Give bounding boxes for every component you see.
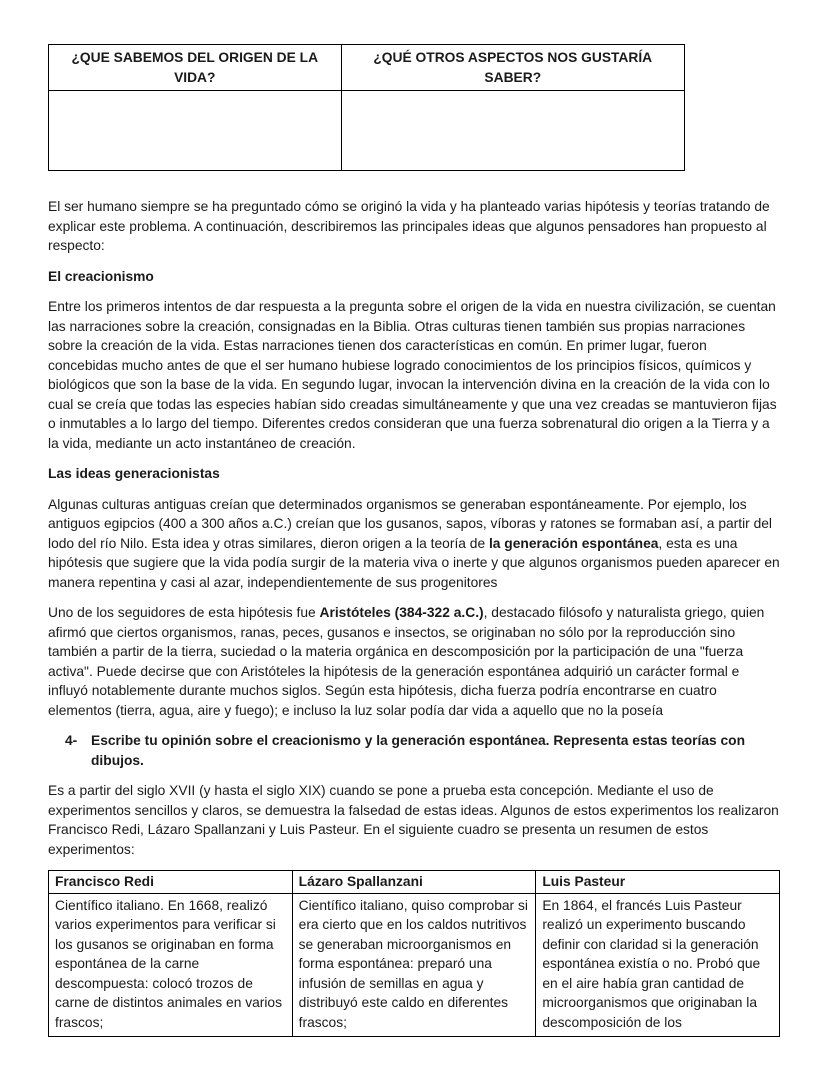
task-text: Escribe tu opinión sobre el creacionismo y la generación espontánea. Representa estas teorías con dibujos. xyxy=(91,733,746,768)
kwl-empty-cell-otros-aspectos xyxy=(341,91,684,171)
aristoteles-paragraph xyxy=(48,603,780,720)
generacionistas-heading: Las ideas generacionistas xyxy=(48,466,220,481)
task-number: 4- xyxy=(65,733,78,748)
creacionismo-paragraph: Entre los primeros intentos de dar respuesta a la pregunta sobre el origen de la vida en nuestra civilización, se cuentan las narraciones sobre la creación, consignadas en la Biblia. Otras culturas tienen también sus propias narraciones sobre la creación de la vida. Estas narraciones tienen dos características en común. En primer lugar, fueron concebidas mucho antes de que el ser humano hubiese logrado conocimientos de los principios físicos, químicos y biológicos que son la base de la vida. En segundo lugar, invocan la intervención divina en la creación de la vida con lo cual se creía que todas las especies habían sido creadas simultáneamente y que una vez creadas se mantuvieron fijas o inmutables a lo largo del tiempo. Diferentes credos consideran que una fuerza sobrenatural dio origen a la Tierra y a la vida, mediante un acto instantáneo de creación. xyxy=(48,299,777,451)
kwl-header-row xyxy=(49,45,685,91)
experiments-table xyxy=(48,870,780,1037)
text-run: Algunas culturas antiguas creían que determinados organismos se generaban espontáneamente. Por ejemplo, los antiguos egipcios (400 a 300 años a.C.) creían que los gusanos, sapos, víboras y ratones se formaban así, a partir del lodo del río Nilo. Esta idea y otras similares, dieron origen a la teoría de xyxy=(48,496,772,551)
kwl-empty-cell-que-sabemos xyxy=(49,91,342,171)
kwl-header-que-sabemos: ¿QUE SABEMOS DEL ORIGEN DE LA VIDA? xyxy=(49,45,342,91)
text-run: Uno de los seguidores de esta hipótesis fue xyxy=(48,605,320,620)
kwl-table xyxy=(48,44,685,171)
kwl-empty-row xyxy=(49,91,685,171)
kwl-header-otros-aspectos: ¿QUÉ OTROS ASPECTOS NOS GUSTARÍA SABER? xyxy=(341,45,684,91)
bold-term-generacion-espontanea: la generación espontánea xyxy=(488,535,659,551)
creacionismo-heading: El creacionismo xyxy=(48,268,154,284)
exp-cell-luis-pasteur: En 1864, el francés Luis Pasteur realizó un experimento buscando definir con claridad si la generación espontánea existía o no. Probó que en el aire había gran cantidad de microorganismos que originaban la descomposición de los xyxy=(536,893,780,1037)
text-run: , esta es una hipótesis que sugiere que la vida podía surgir de la materia viva o inerte y que algunos organismos pueden aparecer en manera repentina y casi al azar, independientemente de sus progenitores xyxy=(48,535,780,590)
experiments-intro-paragraph: Es a partir del siglo XVII (y hasta el siglo XIX) cuando se pone a prueba esta concepción. Mediante el uso de experimentos sencillos y claros, se demuestra la falsedad de estas ideas. Algunos de estos experimentos los realizaron Francisco Redi, Lázaro Spallanzani y Luis Pasteur. En el siguiente cuadro se presenta un resumen de estos experimentos: xyxy=(48,783,779,857)
experiments-body-row xyxy=(49,893,780,1037)
task-item-4 xyxy=(48,731,780,770)
bold-term-aristoteles: Aristóteles (384-322 a.C.) xyxy=(319,605,484,620)
exp-header-francisco-redi: Francisco Redi xyxy=(49,871,293,894)
exp-cell-lazaro-spallanzani: Científico italiano, quiso comprobar si era cierto que en los caldos nutritivos se generaban microorganismos en forma espontánea: preparó una infusión de semillas en agua y distribuyó este caldo en diferentes frascos; xyxy=(292,893,536,1037)
intro-paragraph: El ser humano siempre se ha preguntado cómo se originó la vida y ha planteado varias hipótesis y teorías tratando de explicar este problema. A continuación, describiremos las principales ideas que algunos pensadores han propuesto al respecto: xyxy=(48,199,770,253)
exp-cell-francisco-redi: Científico italiano. En 1668, realizó varios experimentos para verificar si los gusanos se originaban en forma espontánea de la carne descompuesta: colocó trozos de carne de distintos animales en varios frascos; xyxy=(49,893,293,1037)
text-run: , destacado filósofo y naturalista griego, quien afirmó que ciertos organismos, ranas, peces, gusanos e insectos, se originaban no sólo por la reproducción sino también a partir de la tierra, suciedad o la materia orgánica en descomposición por la participación de una "fuerza activa". Puede decirse que con Aristóteles la hipótesis de la generación espontánea adquirió un carácter formal e influyó notablemente durante muchos siglos. Según esta hipótesis, dicha fuerza podría encontrarse en cuatro elementos (tierra, agua, aire y fuego); e incluso la luz solar podía dar vida a aquello que no la poseía xyxy=(48,605,765,718)
experiments-header-row xyxy=(49,871,780,894)
exp-header-lazaro-spallanzani: Lázaro Spallanzani xyxy=(292,871,536,894)
generacion-espontanea-paragraph xyxy=(48,495,780,593)
exp-header-luis-pasteur: Luis Pasteur xyxy=(536,871,780,894)
